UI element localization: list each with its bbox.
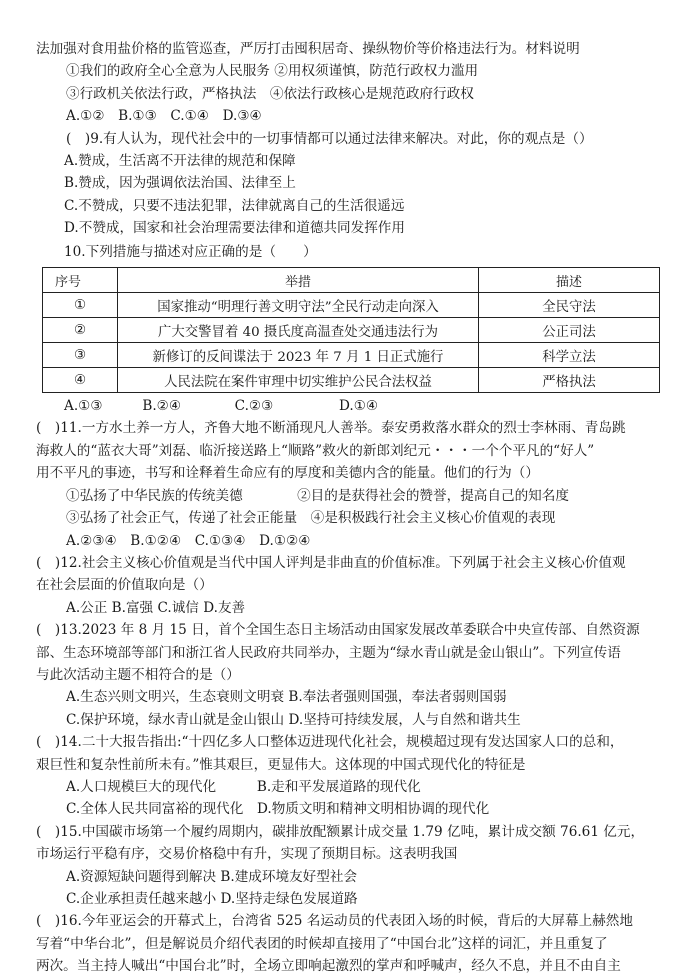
question-stem: 市场运行平稳有序，交易价格稳中有升，实现了预期目标。这表明我国 — [36, 846, 458, 863]
statement-line: ③弘扬了社会正气，传递了社会正能量 ④是积极践行社会主义核心价值观的表现 — [66, 510, 556, 527]
text-line: 法加强对食用盐价格的监管巡查，严厉打击囤积居奇、操纵物价等价格违法行为。材料说明 — [36, 41, 580, 57]
cell-index: ② — [43, 318, 118, 343]
cell-description: 严格执法 — [479, 368, 660, 393]
cell-measure: 广大交警冒着 40 摄氏度高温查处交通违法行为 — [118, 318, 479, 343]
question-9 — [36, 128, 668, 240]
question-stem: 两次。当主持人喊出“中国台北”时，全场立即响起激烈的掌声和呼喊声，经久不息，并且不由自主 — [36, 958, 621, 975]
table-header-row — [43, 268, 660, 293]
question-16 — [36, 910, 668, 977]
cell-index: ③ — [43, 343, 118, 368]
question-stem: 与此次活动主题不相符合的是（） — [36, 666, 240, 683]
question-stem: ( )14.二十大报告指出:“十四亿多人口整体迈进现代化社会，规模超过现有发达国家人口的总和， — [36, 734, 624, 751]
answer-option: A.人口规模巨大的现代化 B.走和平发展道路的现代化 — [66, 778, 421, 795]
question-stem: 海救人的“蓝衣大哥”刘磊、临沂接送路上“顺路”救火的新郎刘纪元・・・一个个平凡的“好人” — [36, 442, 595, 459]
answer-options: A.公正 B.富强 C.诚信 D.友善 — [66, 599, 246, 616]
question-11 — [36, 417, 668, 551]
question-stem: ( )12.社会主义核心价值观是当代中国人评判是非曲直的价值标准。下列属于社会主义核心价值观 — [36, 554, 626, 571]
question-stem: 10.下列措施与描述对应正确的是（ ） — [64, 243, 317, 260]
question-stem: 用不平凡的事迹，书写和诠释着生命应有的厚度和美德内含的能量。他们的行为（） — [36, 465, 539, 482]
question-stem: ( )16.今年亚运会的开幕式上，台湾省 525 名运动员的代表团入场的时候，背后的大屏幕上赫然地 — [36, 913, 633, 930]
answer-options — [36, 395, 668, 417]
header-description: 描述 — [479, 268, 660, 293]
question-stem: ( )13.2023 年 8 月 15 日，首个全国生态日主场活动由国家发展改革委联合中央宣传部、自然资源 — [36, 622, 640, 639]
answer-option: A.资源短缺问题得到解决 B.建成环境友好型社会 — [66, 868, 358, 885]
question-stem: ( )15.中国碳市场第一个履约周期内，碳排放配额累计成交量 1.79 亿吨，累计成交额 76.61 亿元， — [36, 823, 645, 840]
option-c: C.②③ — [234, 398, 274, 415]
cell-description: 科学立法 — [479, 343, 660, 368]
table-row — [43, 368, 660, 393]
question-stem: 写着“中华台北”，但是解说员介绍代表团的时候却直接用了“中国台北”这样的词汇，并且重复了 — [36, 935, 608, 952]
answer-options: A.①② B.①③ C.①④ D.③④ — [66, 108, 262, 125]
answer-option: C.企业承担责任越来越小 D.坚持走绿色发展道路 — [66, 891, 358, 907]
answer-option: D.不赞成，国家和社会治理需要法律和道德共同发挥作用 — [64, 220, 405, 237]
question-10 — [36, 241, 668, 418]
cell-description: 公正司法 — [479, 318, 660, 343]
cell-measure: 新修订的反间谍法于 2023 年 7 月 1 日正式施行 — [118, 343, 479, 368]
question-stem: ( )9.有人认为，现代社会中的一切事情都可以通过法律来解决。对此，你的观点是（） — [66, 130, 593, 147]
question-14 — [36, 731, 668, 821]
cell-measure: 国家推动“明理行善文明守法”全民行动走向深入 — [118, 293, 479, 318]
cell-description: 全民守法 — [479, 293, 660, 318]
statement-line: ③行政机关依法行政，严格执法 ④依法行政核心是规范政府行政权 — [66, 85, 474, 102]
measures-table — [42, 267, 660, 393]
answer-option: C.保护环境，绿水青山就是金山银山 D.坚持可持续发展，人与自然和谐共生 — [66, 711, 521, 728]
answer-options: A.②③④ B.①②④ C.①③④ D.①②④ — [66, 532, 311, 549]
answer-option: B.赞成，因为强调依法治国、法律至上 — [64, 175, 296, 192]
cell-index: ① — [43, 293, 118, 318]
answer-option: C.不赞成，只要不违法犯罪，法律就离自己的生活很遥远 — [64, 197, 405, 214]
answer-option: A.赞成，生活离不开法律的规范和保障 — [64, 153, 296, 170]
question-stem: 艰巨性和复杂性前所未有。”惟其艰巨，更显伟大。这体现的中国式现代化的特征是 — [36, 756, 526, 773]
cell-index: ④ — [43, 368, 118, 393]
question-12 — [36, 552, 668, 619]
answer-option: A.生态兴则文明兴，生态衰则文明衰 B.奉法者强则国强，奉法者弱则国弱 — [66, 689, 507, 706]
statement-line: ①我们的政府全心全意为人民服务 ②用权须谨慎，防范行政权力滥用 — [66, 63, 479, 80]
table-row — [43, 293, 660, 318]
header-index: 序号 — [43, 268, 118, 293]
option-d: D.①④ — [338, 398, 379, 415]
statement-line: ①弘扬了中华民族的传统美德 ②目的是获得社会的赞誉，提高自己的知名度 — [66, 487, 569, 504]
table-row — [43, 343, 660, 368]
q8-continuation — [36, 38, 668, 128]
answer-option: C.全体人民共同富裕的现代化 D.物质文明和精神文明相协调的现代化 — [66, 801, 490, 818]
question-stem: 部、生态环境部等部门和浙江省人民政府共同举办，主题为“绿水青山就是金山银山”。下列宣传语 — [36, 644, 621, 661]
option-b: B.②④ — [142, 398, 182, 415]
header-measure: 举措 — [118, 268, 479, 293]
cell-measure: 人民法院在案件审理中切实维护公民合法权益 — [118, 368, 479, 393]
question-stem: ( )11.一方水土养一方人，齐鲁大地不断涌现凡人善举。泰安勇救落水群众的烈士李林雨、青岛跳 — [36, 420, 626, 437]
question-15 — [36, 821, 668, 911]
table-row — [43, 318, 660, 343]
question-stem: 在社会层面的价值取向是（） — [36, 577, 213, 594]
option-a: A.①③ — [64, 398, 103, 415]
question-13 — [36, 619, 668, 731]
